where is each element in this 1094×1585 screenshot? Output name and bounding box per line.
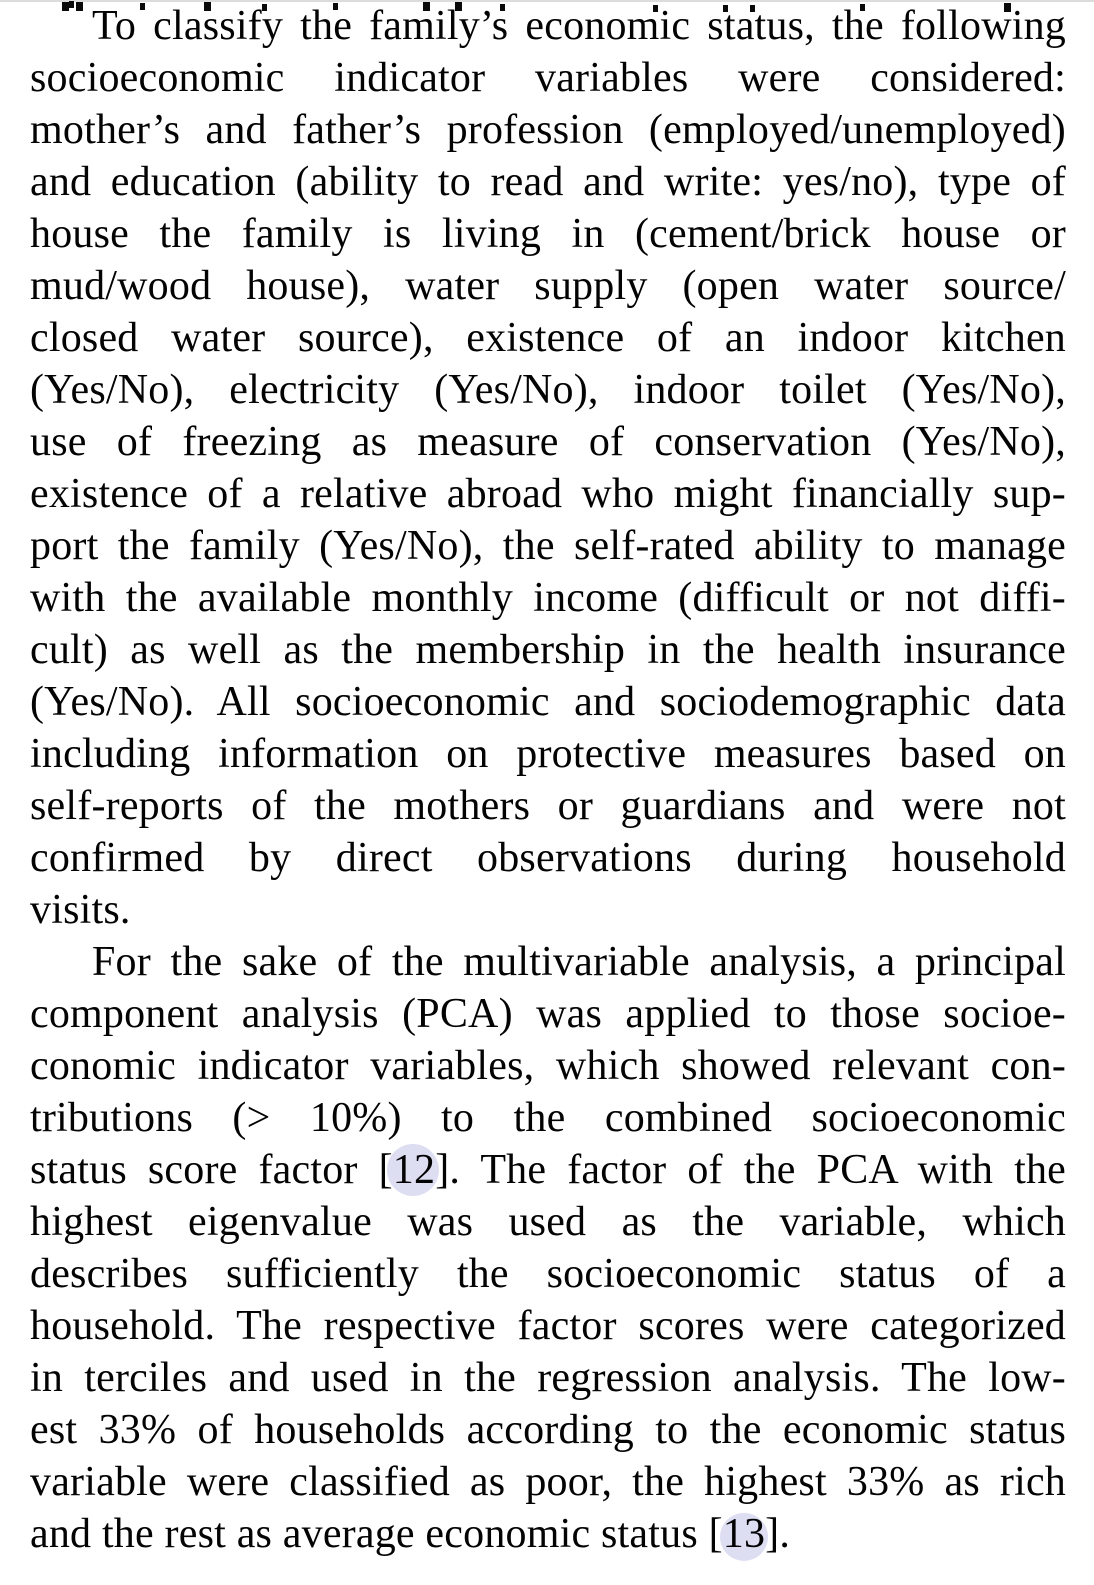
text-line: For the sake of the multivariable analysis, a principal bbox=[92, 939, 1066, 985]
text-line: self-reports of the mothers or guardians and were not bbox=[30, 783, 1066, 829]
citation-12-number[interactable]: 12 bbox=[392, 1147, 436, 1193]
text-line: existence of a relative abroad who might financially sup- bbox=[30, 471, 1066, 517]
text-line: component analysis (PCA) was applied to those socioe- bbox=[30, 991, 1066, 1037]
citation-link-12[interactable] bbox=[393, 1147, 435, 1193]
paragraph-2 bbox=[30, 936, 1066, 1560]
text-line: cult) as well as the membership in the health insurance bbox=[30, 627, 1066, 673]
text-line: highest eigenvalue was used as the variable, which bbox=[30, 1199, 1066, 1245]
text-line: with the available monthly income (difficult or not diffi- bbox=[30, 575, 1066, 621]
text-line: variable were classified as poor, the highest 33% as rich bbox=[30, 1459, 1066, 1505]
text-line: describes sufficiently the socioeconomic status of a bbox=[30, 1251, 1066, 1297]
text-line bbox=[30, 1144, 1066, 1196]
text-line: including information on protective measures based on bbox=[30, 731, 1066, 777]
text-line: (Yes/No). All socioeconomic and sociodemographic data bbox=[30, 679, 1066, 725]
text-line: and education (ability to read and write: yes/no), type of bbox=[30, 159, 1066, 205]
citation-link-13[interactable] bbox=[723, 1511, 765, 1557]
text-line: closed water source), existence of an indoor kitchen bbox=[30, 315, 1066, 361]
text-line: tributions (> 10%) to the combined socioeconomic bbox=[30, 1095, 1066, 1141]
text-line: in terciles and used in the regression analysis. The low- bbox=[30, 1355, 1066, 1401]
text-line bbox=[30, 1508, 1066, 1560]
text-line: conomic indicator variables, which showed relevant con- bbox=[30, 1043, 1066, 1089]
text-line: confirmed by direct observations during household bbox=[30, 835, 1066, 881]
text-line: (Yes/No), electricity (Yes/No), indoor toilet (Yes/No), bbox=[30, 367, 1066, 413]
text-line: house the family is living in (cement/brick house or bbox=[30, 211, 1066, 257]
citation-13-number[interactable]: 13 bbox=[722, 1511, 766, 1557]
text-line: socioeconomic indicator variables were considered: bbox=[30, 55, 1066, 101]
line-text: ]. The factor of the PCA with the bbox=[435, 1147, 1066, 1193]
paragraph-1 bbox=[30, 0, 1066, 936]
text-line: household. The respective factor scores were categorized bbox=[30, 1303, 1066, 1349]
line-text: status score factor [ bbox=[30, 1147, 393, 1193]
text-line: est 33% of households according to the economic status bbox=[30, 1407, 1066, 1453]
text-line: use of freezing as measure of conservation (Yes/No), bbox=[30, 419, 1066, 465]
text-line: mud/wood house), water supply (open water source/ bbox=[30, 263, 1066, 309]
text-line: mother’s and father’s profession (employed/unemployed) bbox=[30, 107, 1066, 153]
text-line: visits. bbox=[30, 887, 131, 933]
line-text: and the rest as average economic status [ bbox=[30, 1511, 723, 1557]
text-line: port the family (Yes/No), the self-rated ability to manage bbox=[30, 523, 1066, 569]
line-text: ]. bbox=[765, 1511, 791, 1557]
body-text bbox=[30, 0, 1066, 1560]
text-line: To classify the family’s economic status, the following bbox=[92, 3, 1066, 49]
